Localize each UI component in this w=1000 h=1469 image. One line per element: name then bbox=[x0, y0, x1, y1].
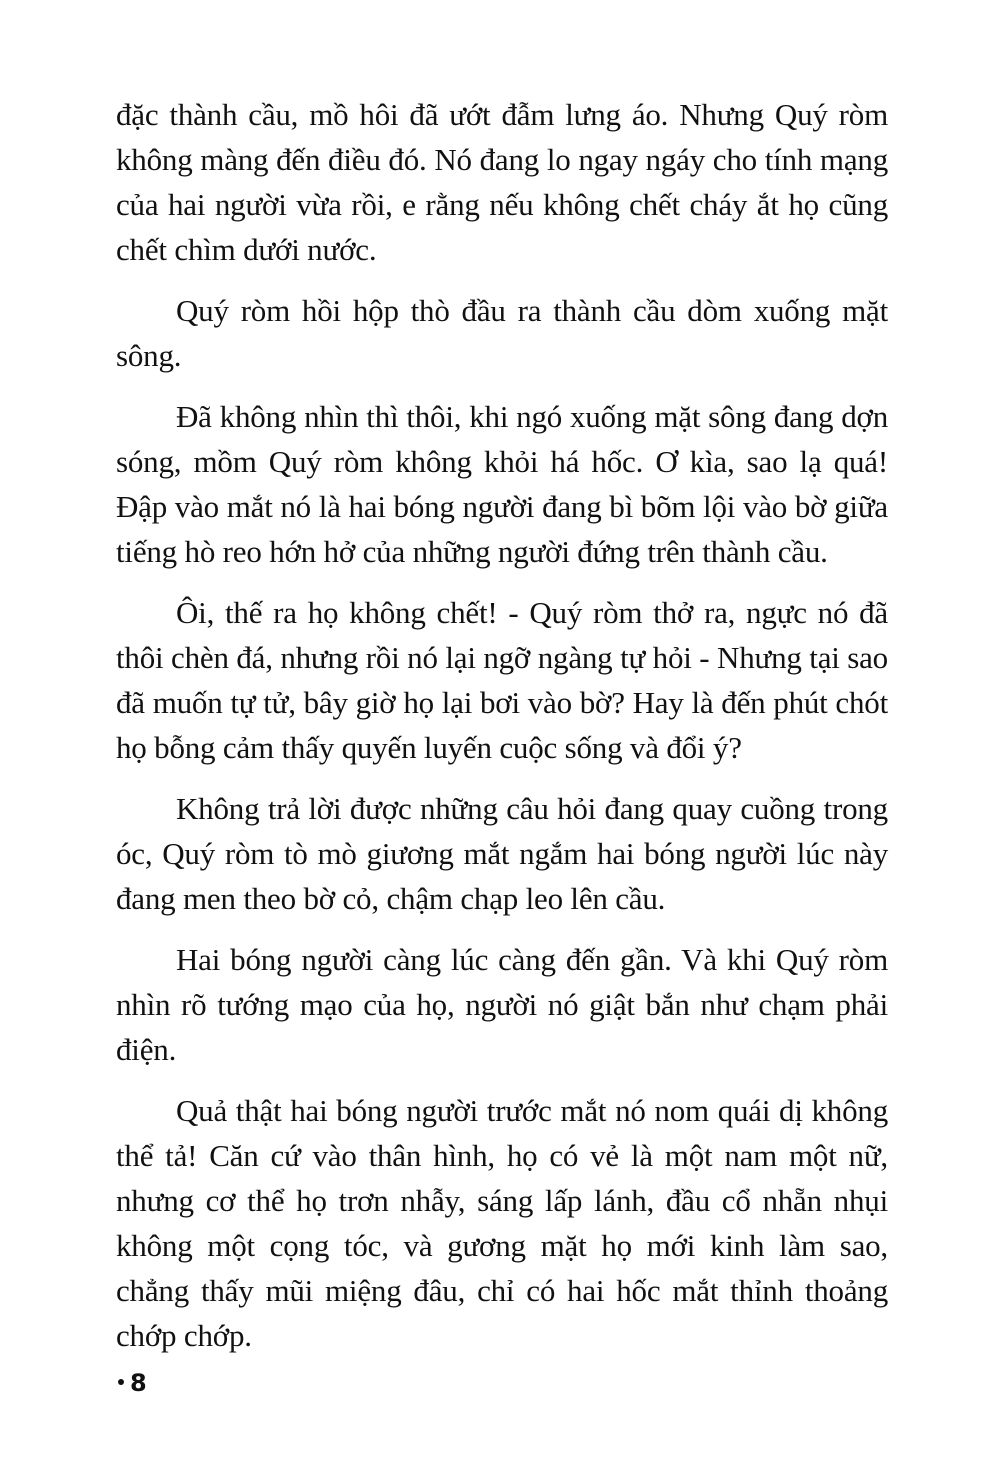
page-number-value: 8 bbox=[130, 1369, 147, 1397]
paragraph-6: Hai bóng người càng lúc càng đến gần. Và khi Quý ròm nhìn rõ tướng mạo của họ, người nó giật bắn như chạm phải điện. bbox=[116, 942, 888, 1067]
paragraph-1: đặc thành cầu, mồ hôi đã ướt đẫm lưng áo. Nhưng Quý ròm không màng đến điều đó. Nó đang lo ngay ngáy cho tính mạng của hai người vừa rồi, e rằng nếu không chết cháy ắt họ cũng chết chìm dưới nước. bbox=[116, 97, 888, 267]
page-number bbox=[118, 1368, 147, 1398]
paragraph-2: Quý ròm hồi hộp thò đầu ra thành cầu dòm xuống mặt sông. bbox=[116, 293, 888, 373]
paragraph-3: Đã không nhìn thì thôi, khi ngó xuống mặt sông đang dợn sóng, mồm Quý ròm không khỏi há hốc. Ơ kìa, sao lạ quá! Đập vào mắt nó là hai bóng người đang bì bõm lội vào bờ giữa tiếng hò reo hớn hở của những người đứng trên thành cầu. bbox=[116, 399, 888, 569]
paragraph-7: Quả thật hai bóng người trước mắt nó nom quái dị không thể tả! Căn cứ vào thân hình, họ có vẻ là một nam một nữ, nhưng cơ thể họ trơn nhẫy, sáng lấp lánh, đầu cổ nhẵn nhụi không một cọng tóc, và gương mặt họ mới kinh làm sao, chẳng thấy mũi miệng đâu, chỉ có hai hốc mắt thỉnh thoảng chớp chớp. bbox=[116, 1093, 888, 1353]
page-body bbox=[116, 92, 888, 1374]
bullet-icon bbox=[118, 1379, 124, 1385]
paragraph-5: Không trả lời được những câu hỏi đang quay cuồng trong óc, Quý ròm tò mò giương mắt ngắm hai bóng người lúc này đang men theo bờ cỏ, chậm chạp leo lên cầu. bbox=[116, 791, 888, 916]
paragraph-4: Ôi, thế ra họ không chết! - Quý ròm thở ra, ngực nó đã thôi chèn đá, nhưng rồi nó lại ngỡ ngàng tự hỏi - Nhưng tại sao đã muốn tự tử, bây giờ họ lại bơi vào bờ? Hay là đến phút chót họ bỗng cảm thấy quyến luyến cuộc sống và đổi ý? bbox=[116, 595, 888, 765]
